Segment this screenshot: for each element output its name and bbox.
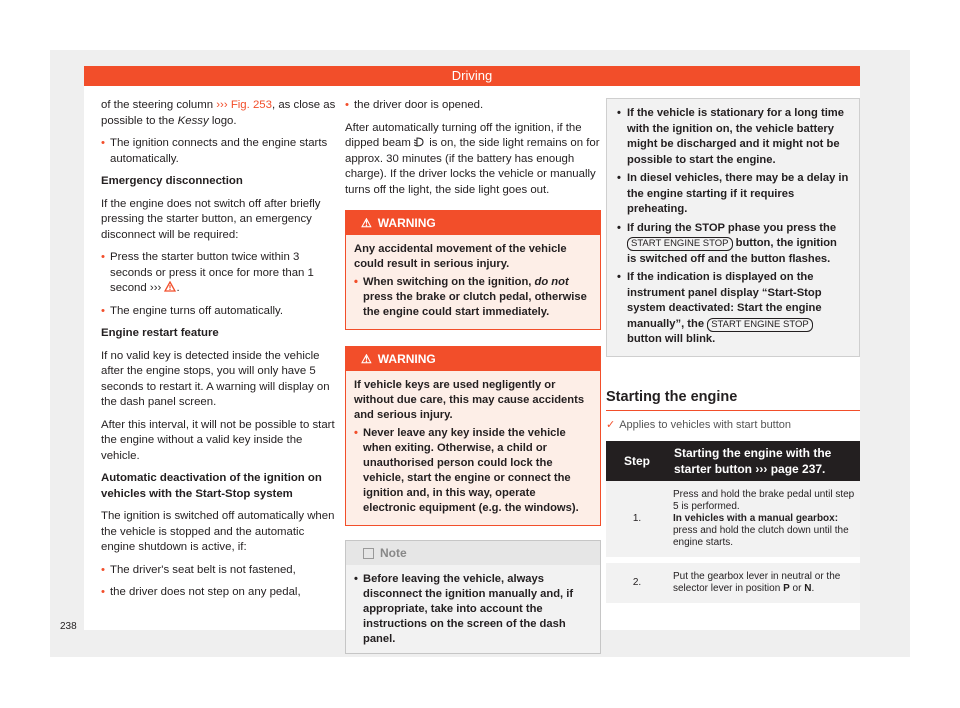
bullet-item: • Never leave any key inside the vehicle when exiting. Otherwise, a child or unauthorised person could lock the vehicle, start the engine or connect the ignition and, in this way, operate electronic equipment (e.g. the windows). [354, 427, 579, 514]
warning-box [345, 210, 601, 330]
info-box [606, 98, 860, 357]
warning-triangle-icon[interactable] [164, 281, 176, 292]
note-box [345, 540, 601, 654]
column-1 [101, 98, 341, 608]
paragraph: The ignition is switched off automatically when the vehicle is stopped and the automatic engine shutdown is active, if: [101, 510, 335, 553]
note-header: Note [346, 541, 600, 565]
section [606, 390, 860, 609]
step-description: Press and hold the brake pedal until step 5 is performed. In vehicles with a manual gearbox: press and hold the clutch down until the engine starts. [668, 481, 860, 560]
table-row [606, 481, 860, 560]
table-row [606, 560, 860, 606]
paragraph: If no valid key is detected inside the vehicle after the engine stops, you will only have 5 seconds to restart it. A warning will display on the dash panel screen. [101, 349, 330, 408]
paragraph: of the steering column ››› Fig. 253, as close as possible to the Kessy logo. [101, 99, 336, 127]
warning-triangle-icon: ⚠ [361, 216, 372, 230]
step-number: 1. [606, 481, 668, 560]
note-icon [363, 548, 374, 559]
bullet-item: • the driver door is opened. [345, 98, 601, 114]
bullet-item: • The driver's seat belt is not fastened, [101, 563, 341, 579]
warning-header: ⚠ WARNING [346, 211, 600, 235]
warning-text: Any accidental movement of the vehicle could result in serious injury. [354, 243, 567, 270]
dipped-beam-icon [414, 137, 426, 147]
paragraph: After automatically turning off the ignition, if the dipped beam is on, the side light remains on for approx. 30 minutes (if the battery has enough charge). If the driver locks the vehicle or manually turns off the light, the side light goes out. [345, 121, 600, 196]
bullet-item: • Press the starter button twice within 3 seconds or press it once for more than 1 second ››› . [101, 250, 341, 297]
start-engine-stop-button[interactable]: START ENGINE STOP [707, 318, 813, 332]
section-title: Starting the engine [606, 390, 860, 412]
page-number: 238 [60, 621, 77, 632]
steps-table [606, 441, 860, 609]
column-header-step: Step [606, 441, 668, 481]
start-engine-stop-button[interactable]: START ENGINE STOP [627, 237, 733, 251]
subheading: Emergency disconnection [101, 175, 243, 187]
bullet-item: • Before leaving the vehicle, always disconnect the ignition manually and, if appropriate, take into account the instructions on the screen of the dash panel. [354, 573, 574, 645]
table-header-row [606, 441, 860, 481]
warning-text: If vehicle keys are used negligently or without due care, this may cause accidents and serious injury. [354, 379, 585, 421]
applies-note: ✓ Applies to vehicles with start button [606, 419, 792, 431]
paragraph: After this interval, it will not be possible to start the engine without a valid key inside the vehicle. [101, 418, 335, 462]
figure-link[interactable]: Fig. 253 [230, 99, 272, 111]
warning-box [345, 346, 601, 526]
bullet-item: • • When switching on the ignition, do not press the brake or clutch pedal, otherwise the engine could start immediately. [354, 275, 590, 320]
checkmark-icon: ✓ [606, 419, 616, 431]
step-number: 2. [606, 560, 668, 606]
step-description: Put the gearbox lever in neutral or the selector lever in position P or N. [668, 560, 860, 606]
bullet-item: • The ignition connects and the engine starts automatically. [101, 136, 341, 167]
subheading: Automatic deactivation of the ignition on vehicles with the Start-Stop system [101, 472, 322, 500]
column-2 [345, 98, 601, 654]
subheading: Engine restart feature [101, 327, 219, 339]
column-3 [606, 98, 860, 609]
column-header-description: Starting the engine with the starter button ››› page 237. [668, 441, 860, 481]
warning-header: ⚠ WARNING [346, 347, 600, 371]
bullet-item: • If the vehicle is stationary for a long time with the ignition on, the vehicle battery might be discharged and it might not be possible to start the engine. [617, 106, 849, 168]
bullet-item: • If the indication is displayed on the instrument panel display “Start-Stop system deactivated: Start the engine manually”, the START ENGINE STOP button will blink. [617, 270, 849, 348]
paragraph: If the engine does not switch off after briefly pressing the starter button, an emergency disconnect will be required: [101, 197, 321, 241]
page-header: Driving [84, 66, 860, 86]
bullet-item: • the driver does not step on any pedal, [101, 585, 341, 601]
bullet-item: • In diesel vehicles, there may be a delay in the engine starting if it requires preheating. [617, 171, 849, 218]
warning-triangle-icon: ⚠ [361, 352, 372, 366]
bullet-item: • The engine turns off automatically. [101, 304, 341, 320]
bullet-item: • If during the STOP phase you press the START ENGINE STOP button, the ignition is switched off and the button flashes. [617, 221, 849, 268]
